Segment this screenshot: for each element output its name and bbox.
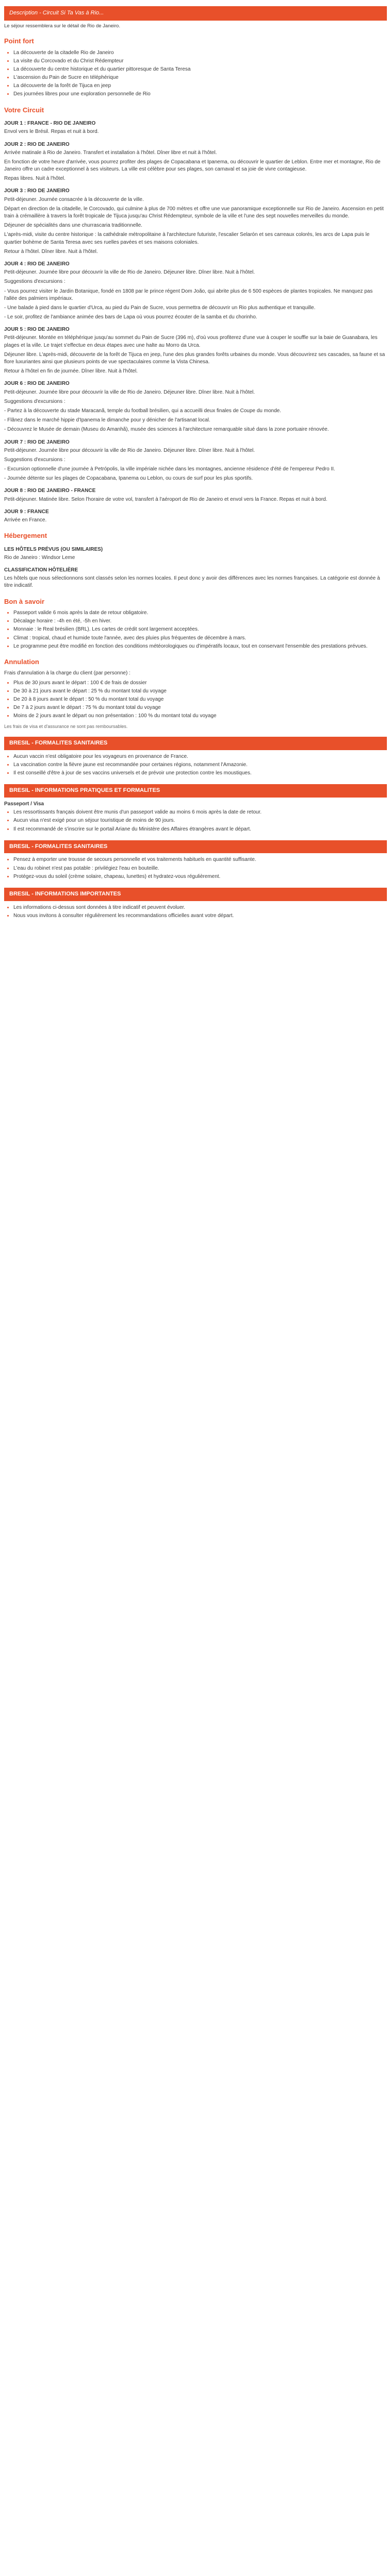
intro-text: Le séjour ressemblera sur le détail de Rio de Janeiro. — [4, 23, 120, 29]
classification-text: Les hôtels que nous sélectionnons sont classés selon les normes locales. Il peut donc y avoir des différences avec les normes françaises. La catégorie est donnée à titre indicatif. — [4, 575, 380, 589]
day-text: Petit-déjeuner. Journée libre pour découvrir la ville de Rio de Janeiro. Déjeuner libre. Dîner libre. Nuit à l'hôtel. — [4, 447, 255, 453]
day-text: - Le soir, profitez de l'ambiance animée des bars de Lapa où vous pourrez écouter de la samba et du chorinho. — [4, 314, 257, 320]
day-title: JOUR 5 : RIO DE JANEIRO — [4, 327, 70, 333]
list-item: • La vaccination contre la fièvre jaune est recommandée pour certaines régions, notamment l'Amazonie. — [13, 761, 387, 769]
day-text: Suggestions d'excursions : — [4, 398, 66, 404]
day-text: Arrivée matinale à Rio de Janeiro. Transfert et installation à l'hôtel. Dîner libre et nuit à l'hôtel. — [4, 149, 217, 156]
day-title: JOUR 6 : RIO DE JANEIRO — [4, 381, 70, 387]
page-wrapper — [0, 0, 391, 929]
day-text: Envol vers le Brésil. Repas et nuit à bord. — [4, 129, 99, 135]
list-item: • La découverte de la citadelle Rio de Janeiro — [13, 49, 387, 57]
itinerary-day — [4, 439, 387, 483]
list-item: • Aucun vaccin n'est obligatoire pour les voyageurs en provenance de France. — [13, 753, 387, 760]
page-banner: Description - Circuit Si Ta Vas à Rio... — [4, 6, 387, 21]
list-item: • Il est recommandé de s'inscrire sur le portail Ariane du Ministère des Affaires étrangères avant le départ. — [13, 826, 387, 833]
list-item: • La découverte du centre historique et du quartier pittoresque de Santa Teresa — [13, 66, 387, 73]
list-item: • Protégez-vous du soleil (crème solaire, chapeau, lunettes) et hydratez-vous régulièrement. — [13, 873, 387, 880]
day-title: JOUR 4 : RIO DE JANEIRO — [4, 261, 70, 267]
list-item: • Plus de 30 jours avant le départ : 100 € de frais de dossier — [13, 680, 387, 687]
day-text: - Une balade à pied dans le quartier d'Urca, au pied du Pain de Sucre, vous permettra de découvrir un Rio plus authentique et tranquille. — [4, 304, 316, 311]
day-text: - Vous pourrez visiter le Jardin Botanique, fondé en 1808 par le prince régent Dom João, qui abrite plus de 6 500 espèces de plantes tropicales. Ne manquez pas l'allée des palmiers impériaux. — [4, 288, 373, 301]
list-item: • Les ressortissants français doivent être munis d'un passeport valide au moins 6 mois après la date de retour. — [13, 809, 387, 816]
annulation-note: Les frais de visa et d'assurance ne sont pas remboursables. — [4, 723, 128, 729]
itinerary-day — [4, 141, 387, 183]
day-title: JOUR 7 : RIO DE JANEIRO — [4, 439, 70, 445]
list-item: • Les informations ci-dessus sont données à titre indicatif et peuvent évoluer. — [13, 904, 387, 911]
day-title: JOUR 1 : FRANCE - RIO DE JANEIRO — [4, 121, 96, 127]
itinerary-day — [4, 509, 387, 524]
bon-a-savoir-list — [4, 609, 387, 650]
day-text: Retour à l'hôtel en fin de journée. Dîner libre. Nuit à l'hôtel. — [4, 368, 138, 375]
list-item: • Il est conseillé d'être à jour de ses vaccins universels et de prévoir une protection contre les moustiques. — [13, 770, 387, 777]
day-text: Petit-déjeuner. Journée consacrée à la découverte de la ville. — [4, 196, 144, 202]
section-title-circuit: Votre Circuit — [4, 106, 44, 114]
formalites-header-1: BRESIL - FORMALITES SANITAIRES — [4, 737, 387, 750]
day-text: Petit-déjeuner. Matinée libre. Selon l'horaire de votre vol, transfert à l'aéroport de Rio de Janeiro et envol vers la France. Repas et nuit à bord. — [4, 496, 328, 502]
annulation-list — [4, 680, 387, 720]
list-item: • Nous vous invitons à consulter régulièrement les recommandations officielles avant votre départ. — [13, 912, 387, 920]
day-text: L'après-midi, visite du centre historique : la cathédrale métropolitaine à l'architecture futuriste, l'escalier Selarón et ses carreaux colorés, les arcs de Lapa puis le quartier bohème de Santa Teresa avec ses ruelles pavées et ses maisons coloniales. — [4, 232, 370, 245]
hotels-label: LES HÔTELS PRÉVUS (OU SIMILAIRES) — [4, 546, 103, 552]
itinerary-day — [4, 120, 387, 135]
section-title-bon-a-savoir: Bon à savoir — [4, 597, 45, 605]
list-item: • L'eau du robinet n'est pas potable : privilégiez l'eau en bouteille. — [13, 865, 387, 872]
day-text: Petit-déjeuner. Journée libre pour découvrir la ville de Rio de Janeiro. Déjeuner libre. Dîner libre. Nuit à l'hôtel. — [4, 389, 255, 395]
list-item: • Des journées libres pour une exploration personnelle de Rio — [13, 91, 387, 98]
hotels-city: Rio de Janeiro : Windsor Leme — [4, 554, 75, 561]
itinerary-day — [4, 487, 387, 503]
day-text: - Excursion optionnelle d'une journée à Petrópolis, la ville impériale nichée dans les montagnes, ancienne résidence d'été de l'empereur Pedro II. — [4, 466, 335, 472]
list-item: • Monnaie : le Real brésilien (BRL). Les cartes de crédit sont largement acceptées. — [13, 626, 387, 633]
day-text: Petit-déjeuner. Journée libre pour découvrir la ville de Rio de Janeiro. Déjeuner libre. Dîner libre. Nuit à l'hôtel. — [4, 269, 255, 276]
day-text: Déjeuner de spécialités dans une churrascaria traditionnelle. — [4, 223, 142, 229]
day-text: Départ en direction de la citadelle, le Corcovado, qui culmine à plus de 700 mètres et offre une vue panoramique exceptionnelle sur Rio de Janeiro. Ascension en petit train à crémaillère à travers la forêt tropicale de Tijuca jusqu'au Christ Rédempteur, symbole de la ville et l'une des sept nouvelles merveilles du monde. — [4, 206, 384, 219]
day-text: - Partez à la découverte du stade Maracanã, temple du football brésilien, qui a accueilli deux finales de Coupe du monde. — [4, 408, 281, 414]
day-title: JOUR 3 : RIO DE JANEIRO — [4, 188, 70, 194]
list-item: • Moins de 2 jours avant le départ ou non présentation : 100 % du montant total du voyage — [13, 713, 387, 720]
formalites-list-2 — [4, 856, 387, 880]
day-text: - Journée détente sur les plages de Copacabana, Ipanema ou Leblon, ou cours de surf pour les plus sportifs. — [4, 476, 253, 482]
section-title-points-fort: Point fort — [4, 37, 34, 45]
list-item: • Décalage horaire : -4h en été, -5h en hiver. — [13, 618, 387, 625]
list-item: • La découverte de la forêt de Tijuca en jeep — [13, 82, 387, 90]
day-text: Déjeuner libre. L'après-midi, découverte de la forêt de Tijuca en jeep, l'une des plus grandes forêts urbaines du monde. Vous découvrirez ses cascades, sa faune et sa flore luxuriantes ainsi que plusieurs points de vue spectaculaires comme la Vista Chinesa. — [4, 351, 385, 365]
day-title: JOUR 2 : RIO DE JANEIRO — [4, 141, 70, 147]
infos-header-1: BRESIL - INFORMATIONS PRATIQUES ET FORMALITES — [4, 784, 387, 798]
day-title: JOUR 8 : RIO DE JANEIRO - FRANCE — [4, 488, 96, 494]
list-item: • De 30 à 21 jours avant le départ : 25 % du montant total du voyage — [13, 688, 387, 695]
infos-header-2: BRESIL - INFORMATIONS IMPORTANTES — [4, 888, 387, 901]
day-text: Arrivée en France. — [4, 517, 47, 523]
list-item: • L'ascension du Pain de Sucre en téléphérique — [13, 74, 387, 81]
infos-sub-1: Passeport / Visa — [4, 801, 44, 807]
classification-label: CLASSIFICATION HÔTELIÈRE — [4, 567, 78, 573]
itinerary-day — [4, 188, 387, 256]
list-item: • La visite du Corcovado et du Christ Rédempteur — [13, 58, 387, 65]
day-text: - Découvrez le Musée de demain (Museu do Amanhã), musée des sciences à l'architecture remarquable situé dans la zone portuaire rénovée. — [4, 427, 329, 433]
infos-list-2 — [4, 904, 387, 920]
day-text: Suggestions d'excursions : — [4, 279, 66, 285]
points-fort-list — [4, 49, 387, 98]
list-item: • Le programme peut être modifié en fonction des conditions météorologiques ou d'impératifs locaux, tout en conservant l'ensemble des prestations prévues. — [13, 643, 387, 650]
formalites-list-1 — [4, 753, 387, 777]
itinerary-day — [4, 326, 387, 375]
itinerary-day — [4, 261, 387, 321]
day-text: Retour à l'hôtel. Dîner libre. Nuit à l'hôtel. — [4, 248, 98, 255]
day-text: Suggestions d'excursions : — [4, 456, 66, 463]
section-title-hebergement: Hébergement — [4, 532, 47, 540]
itinerary-day — [4, 380, 387, 433]
list-item: • Climat : tropical, chaud et humide toute l'année, avec des pluies plus fréquentes de décembre à mars. — [13, 635, 387, 642]
itinerary — [4, 120, 387, 524]
day-text: Petit-déjeuner. Montée en téléphérique jusqu'au sommet du Pain de Sucre (396 m), d'où vous profiterez d'une vue à couper le souffle sur la baie de Guanabara, les plages et la ville. Le trajet s'effectue en deux étapes avec une halte au Morro da Urca. — [4, 335, 378, 348]
list-item: • De 20 à 8 jours avant le départ : 50 % du montant total du voyage — [13, 696, 387, 703]
day-text: Repas libres. Nuit à l'hôtel. — [4, 176, 66, 182]
list-item: • Pensez à emporter une trousse de secours personnelle et vos traitements habituels en quantité suffisante. — [13, 856, 387, 863]
day-text: En fonction de votre heure d'arrivée, vous pourrez profiter des plages de Copacabana et Ipanema, ou découvrir le quartier de Leblon. Entre mer et montagne, Rio de Janeiro offre un cadre exceptionnel à ses visiteurs. La ville est célèbre pour ses plages, son carnaval et sa joie de vivre contagieuse. — [4, 159, 381, 173]
section-title-annulation: Annulation — [4, 657, 39, 666]
list-item: • De 7 à 2 jours avant le départ : 75 % du montant total du voyage — [13, 704, 387, 711]
formalites-header-2: BRESIL - FORMALITES SANITAIRES — [4, 840, 387, 854]
day-title: JOUR 9 : FRANCE — [4, 509, 49, 515]
list-item: • Aucun visa n'est exigé pour un séjour touristique de moins de 90 jours. — [13, 817, 387, 824]
list-item: • Passeport valide 6 mois après la date de retour obligatoire. — [13, 609, 387, 617]
annulation-intro: Frais d'annulation à la charge du client (par personne) : — [4, 670, 131, 676]
infos-list-1 — [4, 809, 387, 833]
day-text: - Flânez dans le marché hippie d'Ipanema le dimanche pour y dénicher de l'artisanat local. — [4, 417, 210, 423]
